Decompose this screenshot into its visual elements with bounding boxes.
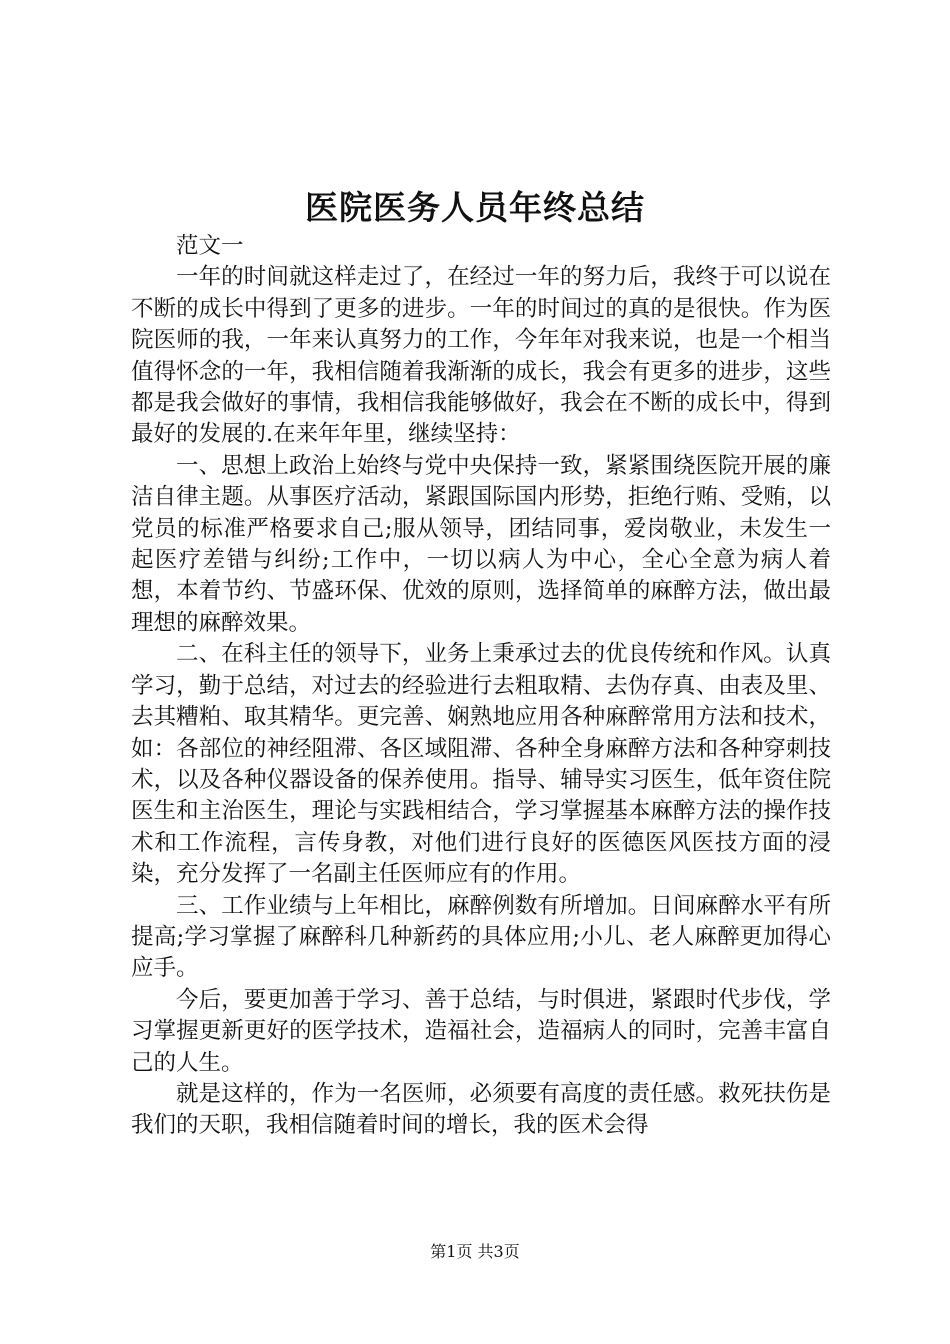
paragraph-point-three: 三、工作业绩与上年相比，麻醉例数有所增加。日间麻醉水平有所提高;学习掌握了麻醉科几种新药的具体应用;小儿、老人麻醉更加得心应手。 xyxy=(131,892,831,982)
paragraph-point-two: 二、在科主任的领导下，业务上秉承过去的优良传统和作风。认真学习，勤于总结，对过去的经验进行去粗取精、去伪存真、由表及里、去其糟粕、取其精华。更完善、娴熟地应用各种麻醉常用方法和技术，如：各部位的神经阻滞、各区域阻滞、各种全身麻醉方法和各种穿刺技术，以及各种仪器设备的保养使用。指导、辅导实习医生，低年资住院医生和主治医生，理论与实践相结合，学习掌握基本麻醉方法的操作技术和工作流程，言传身教，对他们进行良好的医德医风医技方面的浸染，充分发挥了一名副主任医师应有的作用。 xyxy=(131,641,831,888)
paragraph-intro: 一年的时间就这样走过了，在经过一年的努力后，我终于可以说在不断的成长中得到了更多的进步。一年的时间过的真的是很快。作为医院医师的我，一年来认真努力的工作，今年年对我来说，也是一个相当值得怀念的一年，我相信随着我渐渐的成长，我会有更多的进步，这些都是我会做好的事情，我相信我能够做好，我会在不断的成长中，得到最好的发展的.在来年年里，继续坚持： xyxy=(131,264,831,448)
document-body xyxy=(131,231,831,1142)
document-title: 医院医务人员年终总结 xyxy=(305,188,645,227)
paragraph-closing: 就是这样的，作为一名医师，必须要有高度的责任感。救死扶伤是我们的天职，我相信随着时间的增长，我的医术会得 xyxy=(131,1080,831,1139)
paragraph-future: 今后，要更加善于学习、善于总结，与时俱进，紧跟时代步伐，学习掌握更新更好的医学技术，造福社会，造福病人的同时，完善丰富自己的人生。 xyxy=(131,986,831,1076)
page-number-footer: 第1页 共3页 xyxy=(430,1242,520,1261)
paragraph-point-one: 一、思想上政治上始终与党中央保持一致，紧紧围绕医院开展的廉洁自律主题。从事医疗活动，紧跟国际国内形势，拒绝行贿、受贿，以党员的标准严格要求自己;服从领导，团结同事，爱岗敬业，未发生一起医疗差错与纠纷;工作中，一切以病人为中心，全心全意为病人着想，本着节约、节盛环保、优效的原则，选择简单的麻醉方法，做出最理想的麻醉效果。 xyxy=(131,452,831,636)
section-label: 范文一 xyxy=(176,233,244,259)
